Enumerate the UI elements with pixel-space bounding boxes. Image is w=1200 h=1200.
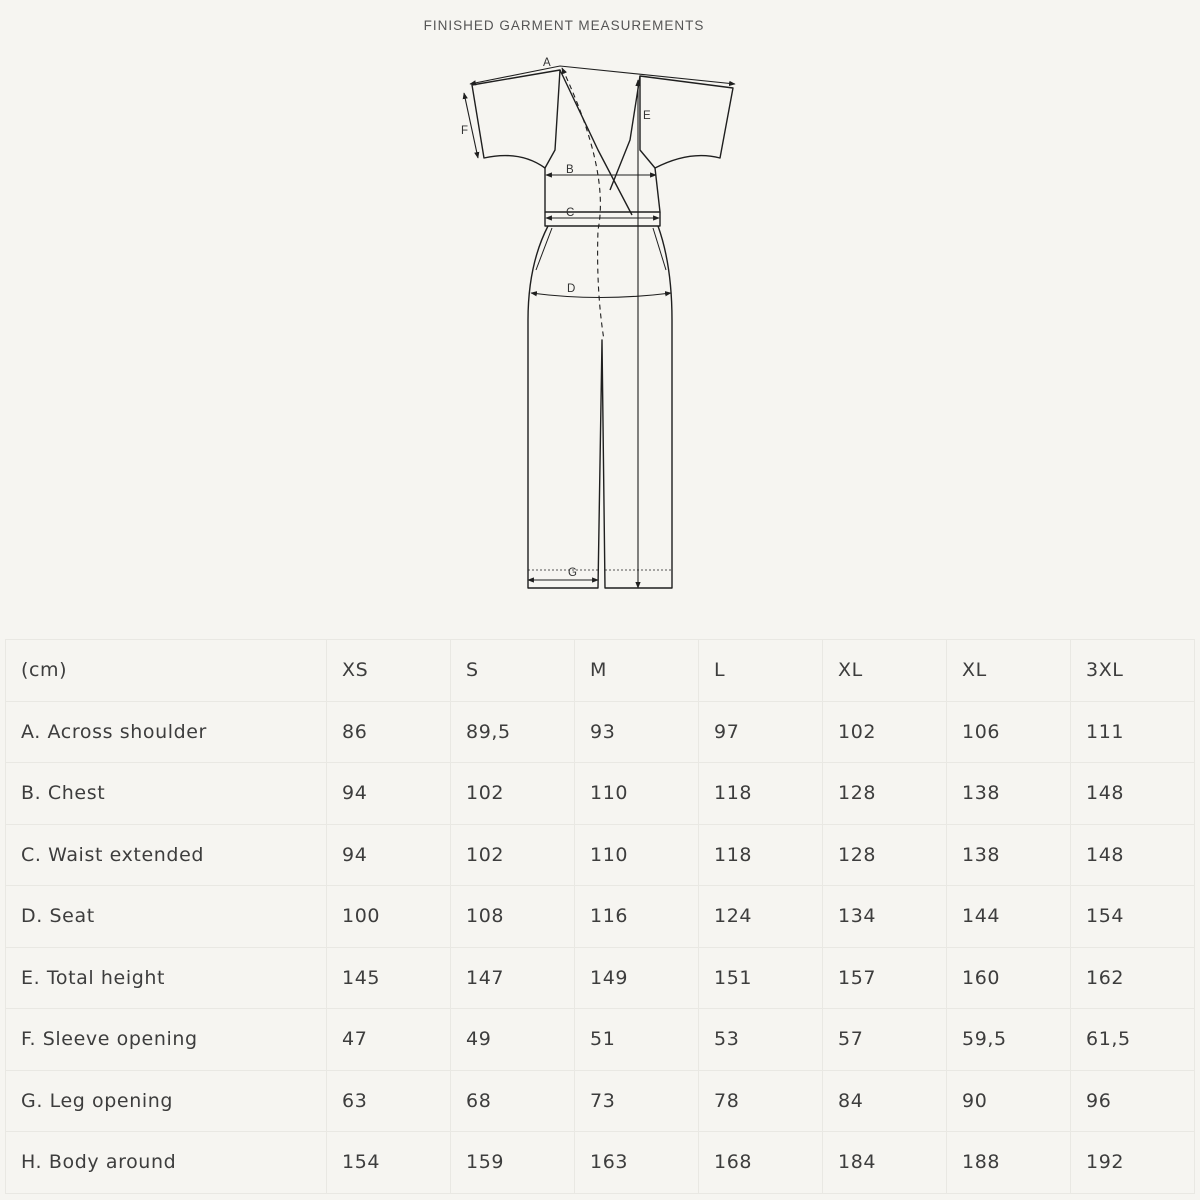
table-cell: 124: [699, 886, 823, 948]
wrap-neckline: [560, 70, 632, 215]
row-label: B. Chest: [6, 763, 327, 825]
table-cell: 188: [947, 1132, 1071, 1194]
header-size-xl: XL: [823, 640, 947, 702]
jumpsuit-measurement-diagram: [455, 52, 745, 597]
table-cell: 49: [451, 1009, 575, 1071]
table-cell: 84: [823, 1070, 947, 1132]
table-cell: 108: [451, 886, 575, 948]
table-cell: 97: [699, 701, 823, 763]
table-cell: 96: [1071, 1070, 1195, 1132]
table-cell: 149: [575, 947, 699, 1009]
table-cell: 147: [451, 947, 575, 1009]
table-cell: 110: [575, 763, 699, 825]
table-cell: 61,5: [1071, 1009, 1195, 1071]
trousers: [528, 226, 672, 588]
right-neckline: [610, 76, 640, 190]
label-d: D: [567, 283, 576, 295]
label-f: F: [461, 125, 469, 137]
label-e: E: [643, 110, 651, 122]
table-cell: 111: [1071, 701, 1195, 763]
table-cell: 78: [699, 1070, 823, 1132]
table-cell: 154: [327, 1132, 451, 1194]
measure-a-line: [470, 66, 735, 84]
table-row: [6, 1070, 1195, 1132]
table-cell: 94: [327, 763, 451, 825]
table-cell: 89,5: [451, 701, 575, 763]
table-cell: 102: [823, 701, 947, 763]
label-a: A: [543, 57, 551, 69]
measure-d-line: [531, 293, 671, 298]
table-cell: 148: [1071, 763, 1195, 825]
table-cell: 102: [451, 824, 575, 886]
table-cell: 118: [699, 763, 823, 825]
header-size-m: M: [575, 640, 699, 702]
table-cell: 163: [575, 1132, 699, 1194]
table-cell: 57: [823, 1009, 947, 1071]
table-cell: 86: [327, 701, 451, 763]
waistband: [545, 212, 660, 226]
measure-h-line: [562, 68, 604, 340]
label-g: G: [568, 567, 577, 579]
table-cell: 90: [947, 1070, 1071, 1132]
row-label: C. Waist extended: [6, 824, 327, 886]
row-label: G. Leg opening: [6, 1070, 327, 1132]
header-size-3xl: 3XL: [1071, 640, 1195, 702]
header-size-l: L: [699, 640, 823, 702]
table-row: [6, 701, 1195, 763]
table-row: [6, 824, 1195, 886]
table-cell: 68: [451, 1070, 575, 1132]
row-label: F. Sleeve opening: [6, 1009, 327, 1071]
table-row: [6, 1009, 1195, 1071]
table-row: [6, 1132, 1195, 1194]
table-cell: 128: [823, 824, 947, 886]
table-cell: 138: [947, 824, 1071, 886]
table-cell: 73: [575, 1070, 699, 1132]
table-cell: 148: [1071, 824, 1195, 886]
table-cell: 184: [823, 1132, 947, 1194]
table-cell: 128: [823, 763, 947, 825]
row-label: D. Seat: [6, 886, 327, 948]
table-cell: 168: [699, 1132, 823, 1194]
table-cell: 151: [699, 947, 823, 1009]
left-sleeve: [472, 70, 560, 168]
table-cell: 192: [1071, 1132, 1195, 1194]
table-header-row: [6, 640, 1195, 702]
table-row: [6, 763, 1195, 825]
table-cell: 63: [327, 1070, 451, 1132]
table-cell: 106: [947, 701, 1071, 763]
table-cell: 116: [575, 886, 699, 948]
table-cell: 94: [327, 824, 451, 886]
table-cell: 144: [947, 886, 1071, 948]
row-label: A. Across shoulder: [6, 701, 327, 763]
table-row: [6, 886, 1195, 948]
header-size-s: S: [451, 640, 575, 702]
table-cell: 157: [823, 947, 947, 1009]
table-cell: 160: [947, 947, 1071, 1009]
header-size-xs: XS: [327, 640, 451, 702]
table-cell: 138: [947, 763, 1071, 825]
table-cell: 110: [575, 824, 699, 886]
size-table: [5, 639, 1195, 1194]
table-cell: 51: [575, 1009, 699, 1071]
table-cell: 100: [327, 886, 451, 948]
table-cell: 102: [451, 763, 575, 825]
table-cell: 47: [327, 1009, 451, 1071]
table-cell: 53: [699, 1009, 823, 1071]
table-cell: 162: [1071, 947, 1195, 1009]
row-label: H. Body around: [6, 1132, 327, 1194]
label-c: C: [566, 207, 575, 219]
header-size-xl-2: XL: [947, 640, 1071, 702]
label-b: B: [566, 164, 574, 176]
table-cell: 59,5: [947, 1009, 1071, 1071]
size-table-container: [5, 639, 1193, 1194]
page-title: FINISHED GARMENT MEASUREMENTS: [423, 18, 705, 33]
table-cell: 145: [327, 947, 451, 1009]
table-cell: 134: [823, 886, 947, 948]
header-unit: (cm): [6, 640, 327, 702]
table-cell: 93: [575, 701, 699, 763]
table-cell: 159: [451, 1132, 575, 1194]
table-cell: 118: [699, 824, 823, 886]
row-label: E. Total height: [6, 947, 327, 1009]
right-sleeve: [640, 76, 733, 168]
jumpsuit-line-drawing: [455, 52, 745, 597]
table-row: [6, 947, 1195, 1009]
table-cell: 154: [1071, 886, 1195, 948]
